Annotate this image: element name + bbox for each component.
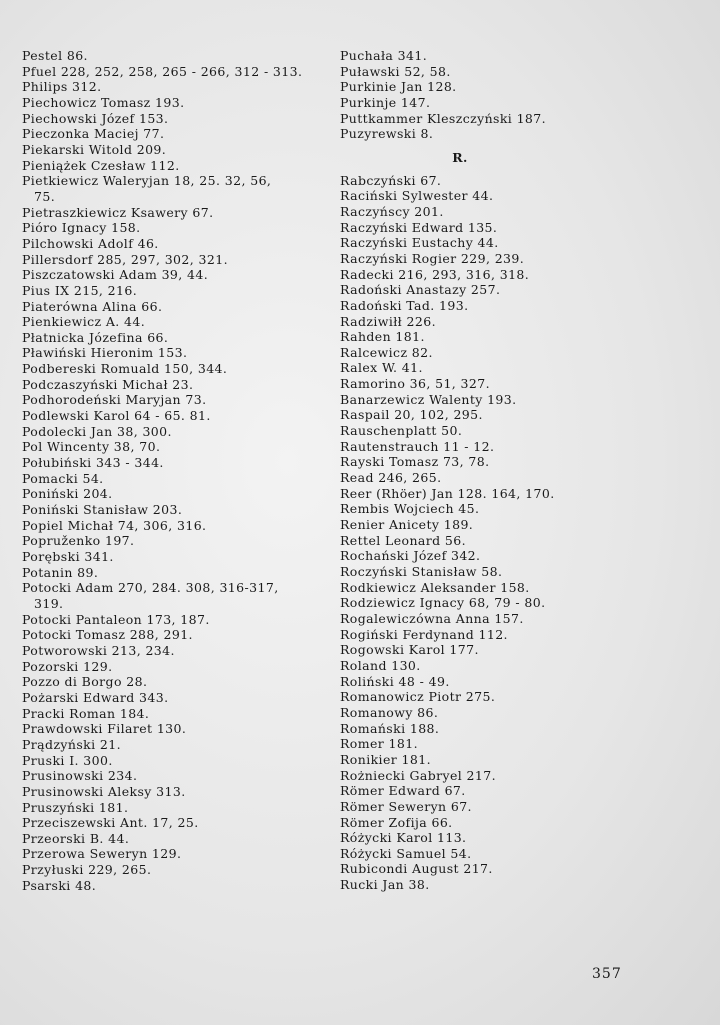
index-entry: Przerowa Seweryn 129.: [22, 846, 182, 862]
index-entry: Renier Anicety 189.: [340, 517, 474, 533]
index-column-left: [22, 48, 327, 893]
index-entry: Podhorodeński Maryjan 73.: [22, 392, 207, 408]
index-entry: Poniński 204.: [22, 486, 113, 502]
index-entry: Ronikier 181.: [340, 751, 431, 767]
index-entry: Pracki Roman 184.: [22, 705, 150, 721]
index-entry: Pestel 86.: [22, 48, 88, 63]
index-entry: Potocki Tomasz 288, 291.: [22, 627, 193, 643]
index-entry: Pożarski Edward 343.: [22, 689, 169, 705]
index-entry: Podlewski Karol 64 - 65. 81.: [22, 408, 211, 424]
index-entry: Rettel Leonard 56.: [340, 532, 466, 548]
index-entry: Psarski 48.: [22, 877, 97, 893]
index-entry: Romański 188.: [340, 720, 440, 736]
index-entry: Porębski 341.: [22, 549, 114, 564]
index-entry: Puchała 341.: [340, 48, 428, 63]
index-entry: Różycki Samuel 54.: [340, 845, 472, 861]
index-entry: Romer 181.: [340, 736, 418, 752]
index-column-right: [340, 48, 700, 893]
index-entry: Pietkiewicz Waleryjan 18, 25. 32, 56,: [22, 173, 272, 189]
index-entry: Rahden 181.: [340, 329, 425, 345]
index-entry: Poniński Stanisław 203.: [22, 502, 183, 518]
index-entry: Romanowicz Piotr 275.: [340, 689, 496, 705]
index-entry: Raspail 20, 102, 295.: [340, 407, 483, 423]
index-entry: Piekarski Witold 209.: [22, 141, 167, 157]
index-entry: Pławiński Hieronim 153.: [22, 345, 188, 361]
index-entry: Pieniążek Czesław 112.: [22, 157, 180, 173]
index-entry: Piaterówna Alina 66.: [22, 298, 163, 314]
index-entry: Römer Zofija 66.: [340, 814, 453, 830]
index-entry: Pieczonka Maciej 77.: [22, 126, 165, 142]
index-entry: Römer Edward 67.: [340, 783, 466, 799]
index-entry: Rembis Wojciech 45.: [340, 501, 480, 517]
index-entry: Prusinowski 234.: [22, 768, 138, 784]
index-entry: Pietraszkiewicz Ksawery 67.: [22, 204, 214, 220]
index-entry: Pillersdorf 285, 297, 302, 321.: [22, 251, 228, 267]
index-entry: Roczyński Stanisław 58.: [340, 564, 503, 579]
index-entry: Piechowicz Tomasz 193.: [22, 94, 185, 110]
index-entry: Popruženko 197.: [22, 533, 135, 549]
right-column-bottom-entries: [340, 173, 700, 893]
index-entry: Radoński Anastazy 257.: [340, 282, 501, 298]
right-column-top-entries: [340, 48, 700, 142]
index-entry: Radecki 216, 293, 316, 318.: [340, 266, 530, 282]
index-entry: Podbereski Romuald 150, 344.: [22, 361, 228, 377]
index-entry: Rochański Józef 342.: [340, 548, 481, 564]
index-entry: Puttkammer Kleszczyński 187.: [340, 110, 547, 126]
index-entry: Puławski 52, 58.: [340, 63, 451, 79]
index-entry: Ralex W. 41.: [340, 360, 423, 376]
index-entry: Rucki Jan 38.: [340, 877, 430, 893]
index-entry: Raciński Sylwester 44.: [340, 188, 494, 204]
index-entry: Przeciszewski Ant. 17, 25.: [22, 815, 199, 831]
index-entry: Romanowy 86.: [340, 704, 439, 720]
index-entry: Ralcewicz 82.: [340, 344, 433, 360]
index-entry: Pilchowski Adolf 46.: [22, 235, 159, 251]
index-entry: Rodkiewicz Aleksander 158.: [340, 579, 530, 595]
index-entry: Popiel Michał 74, 306, 316.: [22, 517, 207, 533]
index-entry: Rożniecki Gabryel 217.: [340, 767, 496, 783]
index-entry: Philips 312.: [22, 79, 102, 95]
index-entry: Rayski Tomasz 73, 78.: [340, 454, 490, 470]
index-entry: Potocki Pantaleon 173, 187.: [22, 611, 210, 627]
index-entry: Purkinie Jan 128.: [340, 79, 457, 95]
index-entry: Pius IX 215, 216.: [22, 282, 138, 298]
index-entry: Rogowski Karol 177.: [340, 642, 479, 658]
index-entry: Różycki Karol 113.: [340, 830, 467, 846]
index-entry: Ramorino 36, 51, 327.: [340, 376, 490, 392]
index-entry: Pozorski 129.: [22, 658, 113, 674]
section-letter: R.: [452, 149, 468, 165]
index-entry: Rabczyński 67.: [340, 172, 442, 188]
index-entry: Raczyński Eustachy 44.: [340, 235, 499, 251]
index-entry: Roliński 48 - 49.: [340, 673, 450, 689]
index-entry: Potworowski 213, 234.: [22, 642, 175, 658]
index-entry: 319.: [34, 595, 64, 611]
index-entry: Puzyrewski 8.: [340, 126, 434, 142]
index-entry: Rubicondi August 217.: [340, 861, 493, 877]
index-entry: Przyłuski 229, 265.: [22, 862, 152, 878]
index-entry: Rautenstrauch 11 - 12.: [340, 438, 495, 454]
index-entry: Przeorski B. 44.: [22, 830, 130, 846]
index-entry: Podolecki Jan 38, 300.: [22, 423, 172, 439]
index-entry: Raczyńscy 201.: [340, 203, 444, 219]
index-entry: 75.: [34, 188, 56, 204]
index-entry: Rodziewicz Ignacy 68, 79 - 80.: [340, 595, 546, 611]
index-entry: Pruszyński 181.: [22, 799, 129, 815]
index-entry: Podczaszyński Michał 23.: [22, 376, 194, 392]
index-entry: Read 246, 265.: [340, 470, 442, 486]
index-entry: Rauschenplatt 50.: [340, 423, 463, 439]
index-entry: Pfuel 228, 252, 258, 265 - 266, 312 - 313.: [22, 63, 303, 79]
index-entry: Purkinje 147.: [340, 94, 431, 110]
index-entry: Rogiński Ferdynand 112.: [340, 626, 508, 642]
index-entry: Prusinowski Aleksy 313.: [22, 783, 186, 799]
index-entry: Piechowski Józef 153.: [22, 110, 169, 126]
index-entry: Pienkiewicz A. 44.: [22, 314, 146, 330]
index-entry: Prawdowski Filaret 130.: [22, 721, 187, 737]
index-entry: Raczyński Edward 135.: [340, 219, 498, 235]
index-entry: Pozzo di Borgo 28.: [22, 674, 148, 690]
index-entry: Płatnicka Józefina 66.: [22, 329, 169, 345]
index-entry: Roland 130.: [340, 657, 421, 673]
index-entry: Pol Wincenty 38, 70.: [22, 439, 161, 455]
index-entry: Pomacki 54.: [22, 470, 104, 486]
index-entry: Radziwiłł 226.: [340, 313, 436, 329]
index-entry: Prądzyński 21.: [22, 736, 121, 752]
index-entry: Banarzewicz Walenty 193.: [340, 391, 517, 407]
index-entry: Radoński Tad. 193.: [340, 297, 469, 313]
index-entry: Potocki Adam 270, 284. 308, 316-317,: [22, 580, 279, 596]
index-entry: Połubiński 343 - 344.: [22, 455, 164, 471]
index-entry: Raczyński Rogier 229, 239.: [340, 250, 525, 266]
index-entry: Reer (Rhöer) Jan 128. 164, 170.: [340, 485, 555, 501]
page-number: 357: [592, 966, 622, 982]
index-entry: Rogalewiczówna Anna 157.: [340, 610, 524, 626]
index-entry: Piszczatowski Adam 39, 44.: [22, 267, 209, 283]
index-entry: Pruski I. 300.: [22, 752, 113, 768]
index-entry: Römer Seweryn 67.: [340, 798, 472, 814]
index-entry: Pióro Ignacy 158.: [22, 220, 141, 236]
index-entry: Potanin 89.: [22, 564, 99, 580]
